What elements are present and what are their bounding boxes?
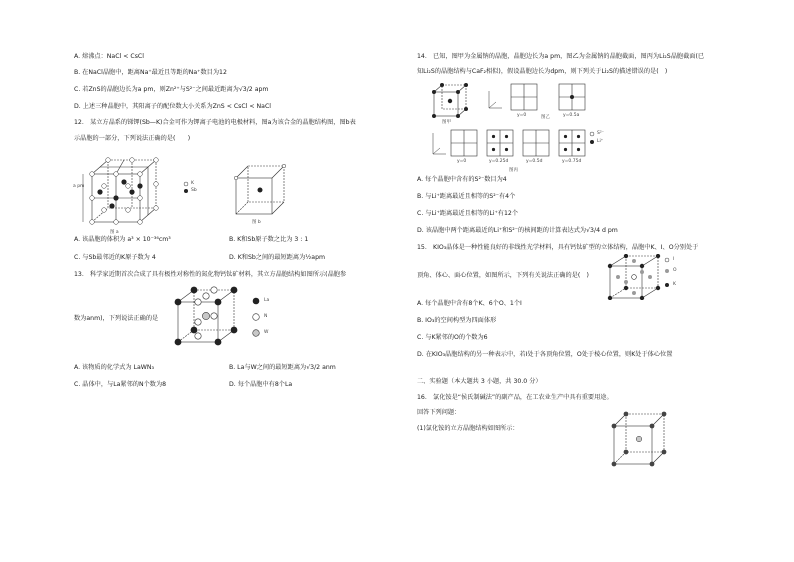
q13-legend-la: La xyxy=(264,298,270,303)
q14-figure-jia xyxy=(430,82,472,118)
q14-label-y05a: y=0.5a xyxy=(563,113,580,118)
prev-option-a: A. 熔沸点：NaCl < CsCl xyxy=(74,53,144,60)
q14-label-y075: y=0.75d xyxy=(562,159,582,164)
q15-option-c[interactable]: C. 与K紧邻的O的个数为6 xyxy=(417,334,488,341)
q14-legend-s: S²⁻ xyxy=(597,131,605,136)
q13-option-c[interactable]: C. 晶体中，与La紧邻的N个数为8 xyxy=(74,381,167,388)
q14-option-b[interactable]: B. 与Li⁺距离最近且相等的S²⁻有4个 xyxy=(417,193,516,200)
q16-crystal-figure xyxy=(610,408,668,470)
q12-dimension-label: a pm xyxy=(73,184,85,189)
q14-caption-jia: 图甲 xyxy=(442,120,451,125)
q13-stem-line1: 13. 科学家近期首次合成了具有极性对称性的氮化物钙钛矿材料，其立方晶胞结构如图所示(晶胞参 xyxy=(74,271,347,278)
q13-stem-line2: 数为anm)，下列说法正确的是 xyxy=(74,315,159,322)
q16-stem-line3: (1)氯化铵的立方晶胞结构如图所示： xyxy=(417,425,519,432)
q14-label-y025: y=0.25d xyxy=(489,159,509,164)
q14-figure-bing xyxy=(449,128,587,158)
q14-legend-icons xyxy=(589,130,597,148)
q15-legend-o: O xyxy=(673,268,677,273)
q15-crystal-figure xyxy=(606,254,664,300)
q14-option-a[interactable]: A. 每个晶胞中含有的S²⁻数目为4 xyxy=(417,176,507,183)
q13-legend-w: W xyxy=(264,330,269,335)
q13-option-a[interactable]: A. 该物质的化学式为 LaWN₃ xyxy=(74,364,154,371)
q15-legend-icons xyxy=(664,256,675,290)
q12-figure-b xyxy=(228,160,288,218)
q14-label-y0: y=0 xyxy=(517,113,527,118)
q14-caption-bing: 图丙 xyxy=(509,168,518,173)
q15-option-d[interactable]: D. 在KIO₃晶胞结构的另一种表示中，若I处于各顶角位置，O处于棱心位置，则K处于体心位置 xyxy=(417,351,673,358)
q14-stem-line1: 14. 已知，图甲为金属钠的晶胞，晶胞边长为a pm，图乙为金属钠的晶胞截面，图丙为Li₂S晶胞截面(已 xyxy=(417,53,705,60)
q14-label-y0-b: y=0 xyxy=(457,159,467,164)
q12-option-a[interactable]: A. 该晶胞的体积为 a³ × 10⁻³⁶cm³ xyxy=(74,236,171,243)
q14-label-y05d: y=0.5d xyxy=(526,159,543,164)
q15-legend-k: K xyxy=(673,282,676,287)
q12-figure-a xyxy=(80,152,172,228)
q15-option-a[interactable]: A. 每个晶胞中含有8个K、6个O、1个I xyxy=(417,300,522,307)
q14-caption-yi: 图乙 xyxy=(541,115,550,120)
prev-option-d: D. 上述三种晶胞中，其阳离子的配位数大小关系为ZnS < CsCl < NaCl xyxy=(74,103,272,110)
q14-option-d[interactable]: D. 该晶胞中两个距离最近的Li⁺和S²⁻的核间距的计算表达式为√3/4 d pm xyxy=(417,227,618,234)
q14-stem-line2: 知Li₂S的晶胞结构与CaF₂相似)，假设晶胞边长为dpm，则下列关于Li₂S的描述错误的是( ) xyxy=(417,68,668,75)
q13-option-b[interactable]: B. La与W之间的最短距离为√3/2 anm xyxy=(229,364,336,371)
q14-figure-yi xyxy=(509,82,587,112)
q12-option-b[interactable]: B. K和Sb原子数之比为 3 : 1 xyxy=(229,236,309,243)
q12-stem-line1: 12. 某立方晶系的锑钾(Sb—K)合金可作为钾离子电池的电极材料，图a为该合金的晶胞结构图，图b表 xyxy=(74,119,356,126)
prev-option-c: C. 若ZnS的晶胞边长为a pm，则Zn²⁺与S²⁻之间最近距离为√3/2 apm xyxy=(74,86,269,93)
q16-stem-line1: 16. 氯化铵是“侯氏制碱法”的副产品，在工农业生产中具有重要用途。 xyxy=(417,394,613,401)
q12-legend-sb: Sb xyxy=(191,188,197,193)
q15-option-b[interactable]: B. IO₃的空间构型为四面体形 xyxy=(417,317,497,324)
q14-axes-icon-2 xyxy=(430,130,448,158)
q13-crystal-figure xyxy=(172,286,242,346)
q12-option-c[interactable]: C. 与Sb最邻近的K原子数为 4 xyxy=(74,254,156,261)
q12-stem-line2: 示晶胞的一部分，下列说法正确的是( ) xyxy=(74,135,191,142)
q12-legend-k: K xyxy=(191,181,194,186)
q15-stem-line2: 顶角、体心、面心位置，如图所示，下列有关说法正确的是( ) xyxy=(417,272,589,279)
q15-legend-i: I xyxy=(673,257,675,262)
q15-stem-line1: 15. KIO₃晶体是一种性能良好的非线性光学材料，具有钙钛矿型的立体结构，晶胞中K、I、O分别处于 xyxy=(417,244,699,251)
q12-figure-a-caption: 图 a xyxy=(110,230,119,235)
q14-option-c[interactable]: C. 与Li⁺距离最近且相等的Li⁺有12个 xyxy=(417,210,519,217)
q14-axes-icon xyxy=(486,88,504,112)
prev-option-b: B. 在NaCl晶胞中，距离Na⁺最近且等距的Na⁺数目为12 xyxy=(74,69,227,76)
q16-stem-line2: 回答下列问题： xyxy=(417,409,461,416)
q12-option-d[interactable]: D. K和Sb之间的最短距离为½apm xyxy=(229,254,326,261)
q13-legend-icons xyxy=(251,296,261,340)
section-2-heading: 二、实验题（本大题共 3 小题，共 30.0 分） xyxy=(417,378,542,385)
q13-legend-n: N xyxy=(264,314,268,319)
q12-figure-b-caption: 图 b xyxy=(252,220,261,225)
q14-legend-li: Li⁺ xyxy=(597,139,604,144)
q13-option-d[interactable]: D. 每个晶胞中有8个La xyxy=(229,381,293,388)
q12-legend-icons xyxy=(183,180,191,196)
